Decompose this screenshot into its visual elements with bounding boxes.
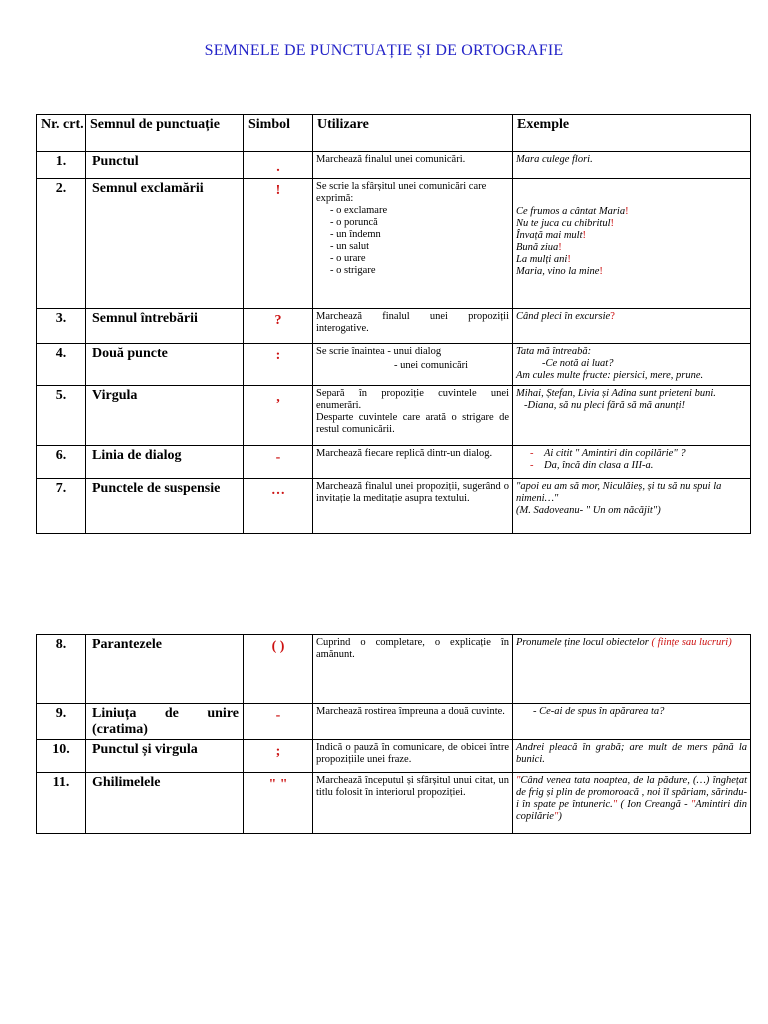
table-row <box>37 635 751 704</box>
row-usage <box>313 479 513 534</box>
row-examples <box>513 344 751 386</box>
row-usage <box>313 386 513 446</box>
row-nr: 6. <box>37 446 86 479</box>
table-row <box>37 773 751 834</box>
usage-line: Cuprind o completare, o explicație în amănunt. <box>316 637 509 660</box>
usage-line: - un îndemn <box>330 229 381 240</box>
table-row <box>37 179 751 309</box>
row-nr: 5. <box>37 386 86 446</box>
row-symbol: - <box>244 446 313 479</box>
row-name: Linia de dialog <box>86 446 244 479</box>
row-name: Semnul exclamării <box>86 179 244 309</box>
example-line: Maria, vino la mine! <box>516 266 603 277</box>
usage-line: Se scrie la sfârșitul unei comunicări care exprimă: <box>316 181 487 204</box>
row-nr: 8. <box>37 635 86 704</box>
row-usage <box>313 344 513 386</box>
row-symbol: … <box>244 479 313 534</box>
row-symbol: ; <box>244 740 313 773</box>
table-row <box>37 704 751 740</box>
row-examples <box>513 704 751 740</box>
page-title: SEMNELE DE PUNCTUAȚIE ȘI DE ORTOGRAFIE <box>204 42 564 59</box>
punctuation-table-part-2 <box>36 634 751 834</box>
row-symbol: " " <box>244 773 313 834</box>
example-line: Ce frumos a cântat Maria! <box>516 206 629 217</box>
example-line: Învață mai mult! <box>516 230 586 241</box>
row-nr: 10. <box>37 740 86 773</box>
row-symbol: , <box>244 386 313 446</box>
example-line: -Diana, să nu pleci fără să mă anunți! <box>524 400 685 411</box>
row-usage <box>313 704 513 740</box>
row-name: Punctele de suspensie <box>86 479 244 534</box>
punctuation-table-part-1 <box>36 114 751 534</box>
usage-line: Marchează rostirea împreuna a două cuvinte. <box>316 706 505 717</box>
table-row <box>37 309 751 344</box>
usage-line: - o strigare <box>330 265 376 276</box>
row-usage <box>313 152 513 179</box>
usage-line: - o urare <box>330 253 366 264</box>
row-symbol: . <box>244 152 313 179</box>
usage-line: - o exclamare <box>330 205 388 216</box>
row-usage <box>313 446 513 479</box>
usage-line: Marchează începutul și sfârșitul unui citat, un titlu folosit în interiorul propoziției. <box>316 775 509 798</box>
row-name: Virgula <box>86 386 244 446</box>
header-nr: Nr. crt. <box>37 115 86 152</box>
row-examples <box>513 446 751 479</box>
table-header-row <box>37 115 751 152</box>
example-line: Andrei pleacă în grabă; are mult de mers până la bunici. <box>516 742 747 765</box>
row-usage <box>313 179 513 309</box>
table-row <box>37 446 751 479</box>
usage-line: Separă în propoziție cuvintele unei enumerări. <box>316 388 509 411</box>
row-name: Liniuța de unire (cratima) <box>86 704 244 740</box>
example-line: Mihai, Ștefan, Livia și Adina sunt prieteni buni. <box>516 388 716 399</box>
example-line: -Ce notă ai luat? <box>542 358 614 369</box>
row-name: Parantezele <box>86 635 244 704</box>
usage-line: - unei comunicări <box>394 360 469 371</box>
row-nr: 7. <box>37 479 86 534</box>
example-line: Mara culege flori. <box>516 154 593 165</box>
example-line: "apoi eu am să mor, Niculăieș, și tu să nu spui la nimeni…" <box>516 481 722 504</box>
row-nr: 3. <box>37 309 86 344</box>
row-symbol: - <box>244 704 313 740</box>
example-line: La mulți ani! <box>516 254 571 265</box>
usage-line: - un salut <box>330 241 370 252</box>
row-usage <box>313 773 513 834</box>
usage-line: Desparte cuvintele care arată o strigare de restul comunicării. <box>316 412 509 435</box>
table-row <box>37 344 751 386</box>
example-line: - Ce-ai de spus în apărarea ta? <box>533 706 665 717</box>
row-examples <box>513 179 751 309</box>
row-symbol: ! <box>244 179 313 309</box>
header-name: Semnul de punctuație <box>86 115 244 152</box>
row-nr: 1. <box>37 152 86 179</box>
row-name: Două puncte <box>86 344 244 386</box>
row-name: Semnul întrebării <box>86 309 244 344</box>
row-examples <box>513 740 751 773</box>
row-symbol: ( ) <box>244 635 313 704</box>
header-symbol: Simbol <box>244 115 313 152</box>
usage-line: Marchează finalul unei propoziții, sugerând o invitație la meditație asupra textului. <box>316 481 509 504</box>
table-row <box>37 152 751 179</box>
row-name: Ghilimelele <box>86 773 244 834</box>
example-line: Tata mă întreabă: <box>516 346 592 357</box>
row-symbol: : <box>244 344 313 386</box>
header-examples: Exemple <box>513 115 751 152</box>
usage-line: Se scrie înaintea - unui dialog <box>316 346 442 357</box>
row-examples <box>513 152 751 179</box>
row-symbol: ? <box>244 309 313 344</box>
row-examples: "Când venea tata noaptea, de la pădure, (…) înghețat de frig și plin de promoroacă , noi îl spăriam, sărindu-i în spate pe întuneric." ( Ion Creangă - "Amintiri din copilărie") <box>513 773 751 834</box>
example-line: Bună ziua! <box>516 242 562 253</box>
row-nr: 4. <box>37 344 86 386</box>
row-name: Punctul și virgula <box>86 740 244 773</box>
row-nr: 2. <box>37 179 86 309</box>
example-line: - Ai citit " Amintiri din copilărie" ? <box>530 448 686 459</box>
usage-line: Marchează finalul unei propoziții interogative. <box>316 311 509 334</box>
row-usage <box>313 635 513 704</box>
table-row <box>37 386 751 446</box>
row-usage <box>313 309 513 344</box>
example-line: (M. Sadoveanu- " Un om năcăjit") <box>516 505 661 516</box>
table-row <box>37 479 751 534</box>
row-name: Punctul <box>86 152 244 179</box>
row-nr: 11. <box>37 773 86 834</box>
example-line: Am cules multe fructe: piersici, mere, prune. <box>516 370 704 381</box>
example-line: Când pleci în excursie <box>516 311 611 322</box>
row-examples: Pronumele ține locul obiectelor ( ființe sau lucruri) <box>513 635 751 704</box>
example-line: Nu te juca cu chibritul! <box>516 218 614 229</box>
example-line: Pronumele ține locul obiectelor <box>516 637 652 648</box>
usage-line: Marchează fiecare replică dintr-un dialog. <box>316 448 493 459</box>
table-row <box>37 740 751 773</box>
row-examples: Când pleci în excursie? <box>513 309 751 344</box>
row-examples <box>513 386 751 446</box>
header-usage: Utilizare <box>313 115 513 152</box>
row-examples <box>513 479 751 534</box>
usage-line: Marchează finalul unei comunicări. <box>316 154 466 165</box>
usage-line: Indică o pauză în comunicare, de obicei între propozițiile unei fraze. <box>316 742 509 765</box>
row-usage <box>313 740 513 773</box>
row-nr: 9. <box>37 704 86 740</box>
example-line: - Da, încă din clasa a III-a. <box>530 460 654 471</box>
usage-line: - o poruncă <box>330 217 378 228</box>
